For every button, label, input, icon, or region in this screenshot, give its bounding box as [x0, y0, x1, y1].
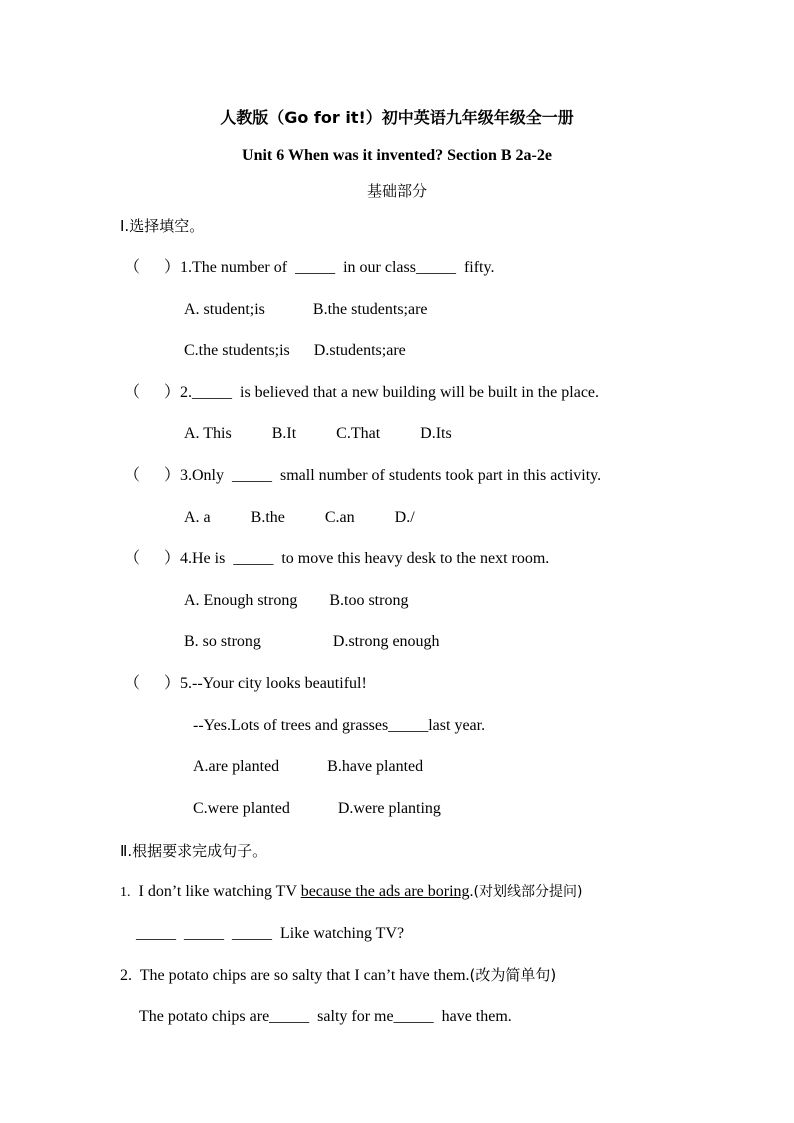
rewrite-question-2-answer-line: The potato chips are_____ salty for me_____ have them.	[139, 1008, 512, 1025]
rewrite-question-2-number: 2.	[120, 967, 132, 984]
question-4-options-row-1: A. Enough strong B.too strong	[184, 592, 409, 609]
question-5-options-row-1: A.are planted B.have planted	[193, 758, 424, 775]
rewrite-question-2-text: The potato chips are so salty that I can’t have them.	[139, 967, 470, 984]
underlined-phrase: because the ads are boring	[300, 883, 470, 900]
question-3-stem: （ ）3.Only _____ small number of students took part in this activity.	[124, 467, 602, 484]
section-2-heading: Ⅱ.根据要求完成句子。	[120, 842, 268, 860]
question-4-stem: （ ）4.He is _____ to move this heavy desk to the next room.	[124, 550, 550, 567]
question-5-options-row-2: C.were planted D.were planting	[193, 800, 441, 817]
question-1-options-row-1: A. student;is B.the students;are	[184, 301, 428, 318]
question-5-stem: （ ）5.--Your city looks beautiful!	[124, 675, 367, 692]
question-5-response: --Yes.Lots of trees and grasses_____last year.	[193, 717, 486, 734]
rewrite-question-1	[120, 882, 582, 903]
question-3-options: A. a B.the C.an D./	[184, 509, 415, 526]
rewrite-question-1-number: 1.	[120, 885, 131, 900]
rewrite-question-1-answer-line: _____ _____ _____ Like watching TV?	[136, 925, 405, 942]
rewrite-question-2-instruction: (改为简单句)	[469, 966, 557, 984]
question-1-options-row-2: C.the students;is D.students;are	[184, 342, 406, 359]
section-1-heading: Ⅰ.选择填空。	[120, 217, 205, 235]
rewrite-question-1-text: I don’t like watching TV	[138, 883, 301, 900]
question-4-options-row-2: B. so strong D.strong enough	[184, 633, 440, 650]
question-2-stem: （ ）2._____ is believed that a new building will be built in the place.	[124, 384, 600, 401]
rewrite-question-2	[120, 965, 556, 986]
rewrite-question-1-period: .	[469, 883, 474, 900]
part-heading: 基础部分	[366, 182, 427, 200]
question-1-stem: （ ）1.The number of _____ in our class_____ fifty.	[124, 259, 495, 276]
unit-subtitle: Unit 6 When was it invented? Section B 2a-2e	[242, 147, 552, 164]
document-title: 人教版（Go for it!）初中英语九年级年级全一册	[220, 108, 574, 127]
rewrite-question-1-instruction: (对划线部分提问)	[473, 884, 583, 900]
question-2-options: A. This B.It C.That D.Its	[184, 425, 452, 442]
